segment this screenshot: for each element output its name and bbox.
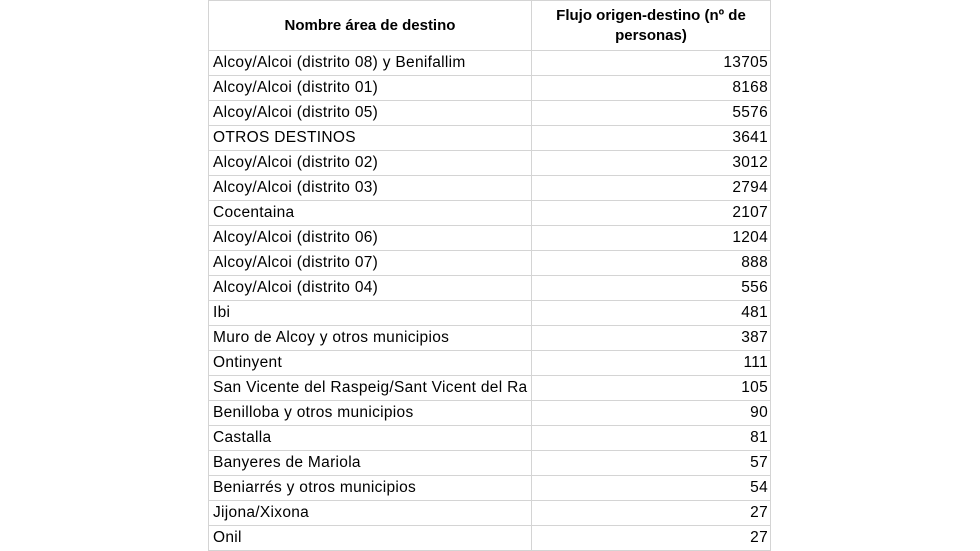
table-row <box>209 176 771 201</box>
table-row <box>209 276 771 301</box>
cell-destination-name[interactable]: Cocentaina <box>209 201 532 226</box>
cell-flow-value[interactable]: 481 <box>532 301 771 326</box>
cell-flow-value[interactable]: 556 <box>532 276 771 301</box>
cell-flow-value[interactable]: 8168 <box>532 76 771 101</box>
cell-destination-name[interactable]: Alcoy/Alcoi (distrito 05) <box>209 101 532 126</box>
cell-destination-name[interactable]: Ontinyent <box>209 351 532 376</box>
table-row <box>209 101 771 126</box>
cell-destination-name[interactable]: San Vicente del Raspeig/Sant Vicent del Ra <box>209 376 532 401</box>
cell-flow-value[interactable]: 1204 <box>532 226 771 251</box>
cell-flow-value[interactable]: 81 <box>532 426 771 451</box>
table-row <box>209 426 771 451</box>
cell-flow-value[interactable]: 90 <box>532 401 771 426</box>
table-row <box>209 251 771 276</box>
cell-flow-value[interactable]: 27 <box>532 501 771 526</box>
cell-destination-name[interactable]: Castalla <box>209 426 532 451</box>
table-row <box>209 51 771 76</box>
table-header <box>209 1 771 51</box>
cell-destination-name[interactable]: Alcoy/Alcoi (distrito 07) <box>209 251 532 276</box>
cell-flow-value[interactable]: 387 <box>532 326 771 351</box>
cell-destination-name[interactable]: Alcoy/Alcoi (distrito 03) <box>209 176 532 201</box>
cell-flow-value[interactable]: 3641 <box>532 126 771 151</box>
cell-destination-name[interactable]: Ibi <box>209 301 532 326</box>
cell-flow-value[interactable]: 888 <box>532 251 771 276</box>
table-row <box>209 376 771 401</box>
cell-flow-value[interactable]: 105 <box>532 376 771 401</box>
cell-destination-name[interactable]: Benilloba y otros municipios <box>209 401 532 426</box>
cell-flow-value[interactable]: 27 <box>532 526 771 551</box>
cell-flow-value[interactable]: 2107 <box>532 201 771 226</box>
cell-flow-value[interactable]: 111 <box>532 351 771 376</box>
cell-flow-value[interactable]: 3012 <box>532 151 771 176</box>
cell-destination-name[interactable]: Beniarrés y otros municipios <box>209 476 532 501</box>
column-header-destination-name[interactable]: Nombre área de destino <box>209 1 532 51</box>
table-body <box>209 51 771 551</box>
cell-destination-name[interactable]: Alcoy/Alcoi (distrito 02) <box>209 151 532 176</box>
table-row <box>209 301 771 326</box>
table-row <box>209 326 771 351</box>
column-header-flow[interactable]: Flujo origen-destino (nº de personas) <box>532 1 771 51</box>
table-row <box>209 226 771 251</box>
table-row <box>209 501 771 526</box>
table-row <box>209 76 771 101</box>
table-row <box>209 401 771 426</box>
cell-destination-name[interactable]: Alcoy/Alcoi (distrito 04) <box>209 276 532 301</box>
cell-destination-name[interactable]: Jijona/Xixona <box>209 501 532 526</box>
cell-destination-name[interactable]: Alcoy/Alcoi (distrito 06) <box>209 226 532 251</box>
cell-destination-name[interactable]: Onil <box>209 526 532 551</box>
table-row <box>209 201 771 226</box>
cell-flow-value[interactable]: 13705 <box>532 51 771 76</box>
cell-flow-value[interactable]: 2794 <box>532 176 771 201</box>
table-row <box>209 151 771 176</box>
cell-destination-name[interactable]: Banyeres de Mariola <box>209 451 532 476</box>
table-row <box>209 476 771 501</box>
cell-flow-value[interactable]: 54 <box>532 476 771 501</box>
header-row <box>209 1 771 51</box>
destination-flow-table <box>208 0 771 551</box>
cell-destination-name[interactable]: OTROS DESTINOS <box>209 126 532 151</box>
cell-destination-name[interactable]: Alcoy/Alcoi (distrito 08) y Benifallim <box>209 51 532 76</box>
cell-destination-name[interactable]: Alcoy/Alcoi (distrito 01) <box>209 76 532 101</box>
table-row <box>209 451 771 476</box>
cell-destination-name[interactable]: Muro de Alcoy y otros municipios <box>209 326 532 351</box>
table-row <box>209 351 771 376</box>
cell-flow-value[interactable]: 5576 <box>532 101 771 126</box>
table-row <box>209 126 771 151</box>
cell-flow-value[interactable]: 57 <box>532 451 771 476</box>
table-row <box>209 526 771 551</box>
